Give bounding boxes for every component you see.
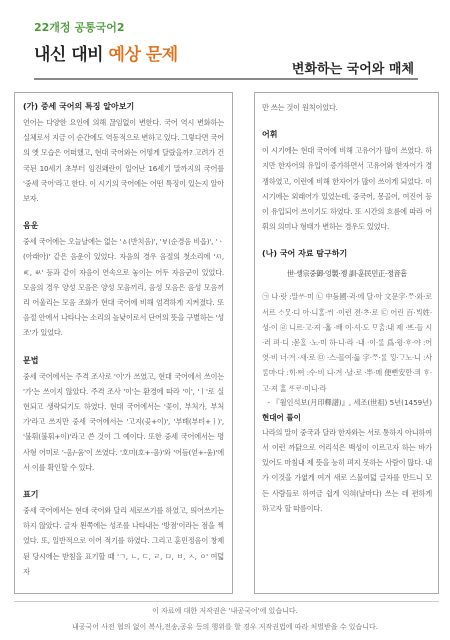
section-heading-features: (가) 중세 국어의 특징 알아보기 (23, 102, 135, 111)
unit-topic: 변화하는 국어와 매체 (291, 62, 414, 77)
section-heading-vocabulary: 어휘 (262, 130, 278, 140)
right-column (254, 92, 439, 594)
section-heading-phonology: 음운 (23, 221, 39, 231)
section-heading-grammar: 문법 (23, 355, 39, 365)
notation-continued: 만 쓰는 것이 원칙이었다. (262, 103, 338, 112)
section-heading-material: (나) 국어 자료 탐구하기 (262, 249, 348, 259)
section-heading-notation: 표기 (23, 490, 39, 500)
section-body-phonology: 중세 국어에는 오늘날에는 없는 'ㅿ(반치음)', 'ㅸ(순경음 비읍)', 'ㆍ(아래아)' 같은 음운이 있었다. 자음의 경우 음절의 첫소리에 'ㅺ, ㅳ, ㅄ' 등과 같이 자음이 연속으로 놓이는 어두 자음군이 있었다. 모음의 경우 양성 모음은 양성 모음끼리, 음성 모음은 음성 모음끼리 어울리는 모음 조화가 현대 국어에 비해 엄격하게 지켜졌다. 또 음절 안에서 나타나는 소리의 높낮이로서 단어의 뜻을 구별하는 '성조'가 있었다. (23, 237, 224, 338)
section-body-vocabulary: 이 시기에는 현대 국어에 비해 고유어가 많이 쓰였다. 하지만 한자어의 유입이 증가하면서 고유어와 한자어가 경쟁하였고, 이런에 비해 한자어가 많이 쓰이게 되었다. 이 시기에는 외래어가 있었는데, 중국어, 몽골어, 여진어 등이 유입되어 쓰이기도 하였다. 또 시간의 흐름에 따라 어휘의 의미나 형태가 변하는 경우도 있었다. (262, 146, 432, 232)
section-heading-translation: 현대어 풀이 (262, 412, 301, 422)
left-column (14, 92, 233, 594)
section-body-translation: 나라의 말이 중국과 달라 한자와는 서로 통하지 아니하여서 이런 까닭으로 어리석은 백성이 이르고자 하는 바가 있어도 마침내 제 뜻을 능히 펴지 못하는 사람이 많다. 내가 이것을 가엾게 여겨 새로 스물여덟 글자를 만드니 모든 사람들로 하여금 쉽게 익혀(날마다) 쓰는 데 편하게 하고자 할 따름이다. (262, 427, 432, 513)
legal-notice: 내공국어 사전 협의 없이 복사,전송,공유 등의 행위를 할 경우 저작권법에 따라 처벌받을 수 있습니다. (71, 623, 379, 631)
header-divider (34, 78, 418, 80)
footer-divider (14, 601, 439, 602)
section-body-features: 언어는 다양한 요인에 의해 끊임없이 변한다. 국어 역시 변화하는 실체로서 지금 이 순간에도 역동적으로 변하고 있다. 그렇다면 국어의 옛 모습은 어떠했고, 현대 국어와는 어떻게 달랐을까? 고려가 건국된 10세기 초부터 임진왜란이 일어난 16세기 말까지의 국어를 '중세 국어'라고 한다. 이 시기의 국어에는 어떤 특징이 있는지 알아보자. (23, 118, 224, 204)
course-subtitle: 22개정 공통국어2 (34, 21, 125, 34)
section-body-grammar: 중세 국어에서는 주격 조사로 '이'가 쓰였고, 현대 국어에서 쓰이는 '가'는 쓰이지 않았다. 주격 조사 '이'는 환경에 따라 '이', 'ㅣ'로 실현되고 생략되기도 하였다. 현대 국어에서는 '꽃이, 부처가, 부처가'라고 쓰지만 중세 국어에서는 '고지(곶+이)', '부톄(부텨+ㅣ)', '불휘(불휘+이)'라고 쓴 것이 그 예이다. 또한 중세 국어에서는 명사형 어미로 '-옴/-움'이 쓰였다. '호미(호+-옴)'와 '어듬(얻+-움)'에서 이를 확인할 수 있다. (23, 371, 224, 472)
page-title (34, 40, 178, 65)
quote-body: ㉠ 나·랏 :말ᄊᆞ·미 ㉡ 中듕國·귁·에 달·아 文문字·ᄍᆞ·와·로 서르 ᄉᆞᄆᆞᆺ·디 아·니ᄒᆞᆯ·ᄊᆡ ·이런 젼·ᄎᆞ·로 ㉢ 어린 百·ᄇᆡᆨ姓·셩·이 ㉣ 니르·고·져 ·홇 ·배 이·셔·도 ᄆᆞᄎᆞᆷ:내 제 ·ᄠᅳ·들 시·러 펴·디 :몯ᄒᆞᆳ ·노·미 하·니·라 ·내 ·이·ᄅᆞᆯ 爲·윙·ᄒᆞ·야 :어엿·비 너·겨 ·새·로 ㉤ ·스·믈여·듧 字·ᄍᆞ·ᄅᆞᆯ ᄆᆡᇰ·ᄀᆞ노·니 :사ᄅᆞᆷ마·다 :ᄒᆡ·ᅇᅧ :수·비 니·겨 ·날·로 ·ᄡᅮ·메 便뼌安ᅙᅡᆫ·킈 ᄒᆞ·고·져 ᄒᆞᇙ ᄯᆞᄅᆞ·미니·라 (262, 292, 432, 393)
top-bar (0, 0, 450, 8)
quote-title: 世·솅宗중御·엉製·졩 訓·훈民민正·졍音흠 (286, 269, 408, 279)
section-body-notation: 중세 국어에서는 현대 국어와 달리 세로쓰기를 하였고, 띄어쓰기는 하지 않았다. 글자 왼쪽에는 성조를 나타내는 '방점'이라는 점을 찍었다. 또, 일반적으로 이어 적기를 하였다. 그리고 훈민정음이 창제된 당시에는 받침을 표기할 때 'ㄱ, ㄴ, ㄷ, ㄹ, ㅁ, ㅂ, ㅅ, ㅇ' 여덟 자 (23, 506, 224, 576)
title-accent: 예상 문제 (108, 45, 178, 65)
quote-source: - 『월인석보(月印釋譜)』, 세조(世祖) 5년(1459년) (267, 397, 432, 407)
copyright-notice: 이 자료에 대한 저작권은 '내공국어'에 있습니다. (152, 607, 298, 615)
title-main: 내신 대비 (34, 45, 109, 65)
